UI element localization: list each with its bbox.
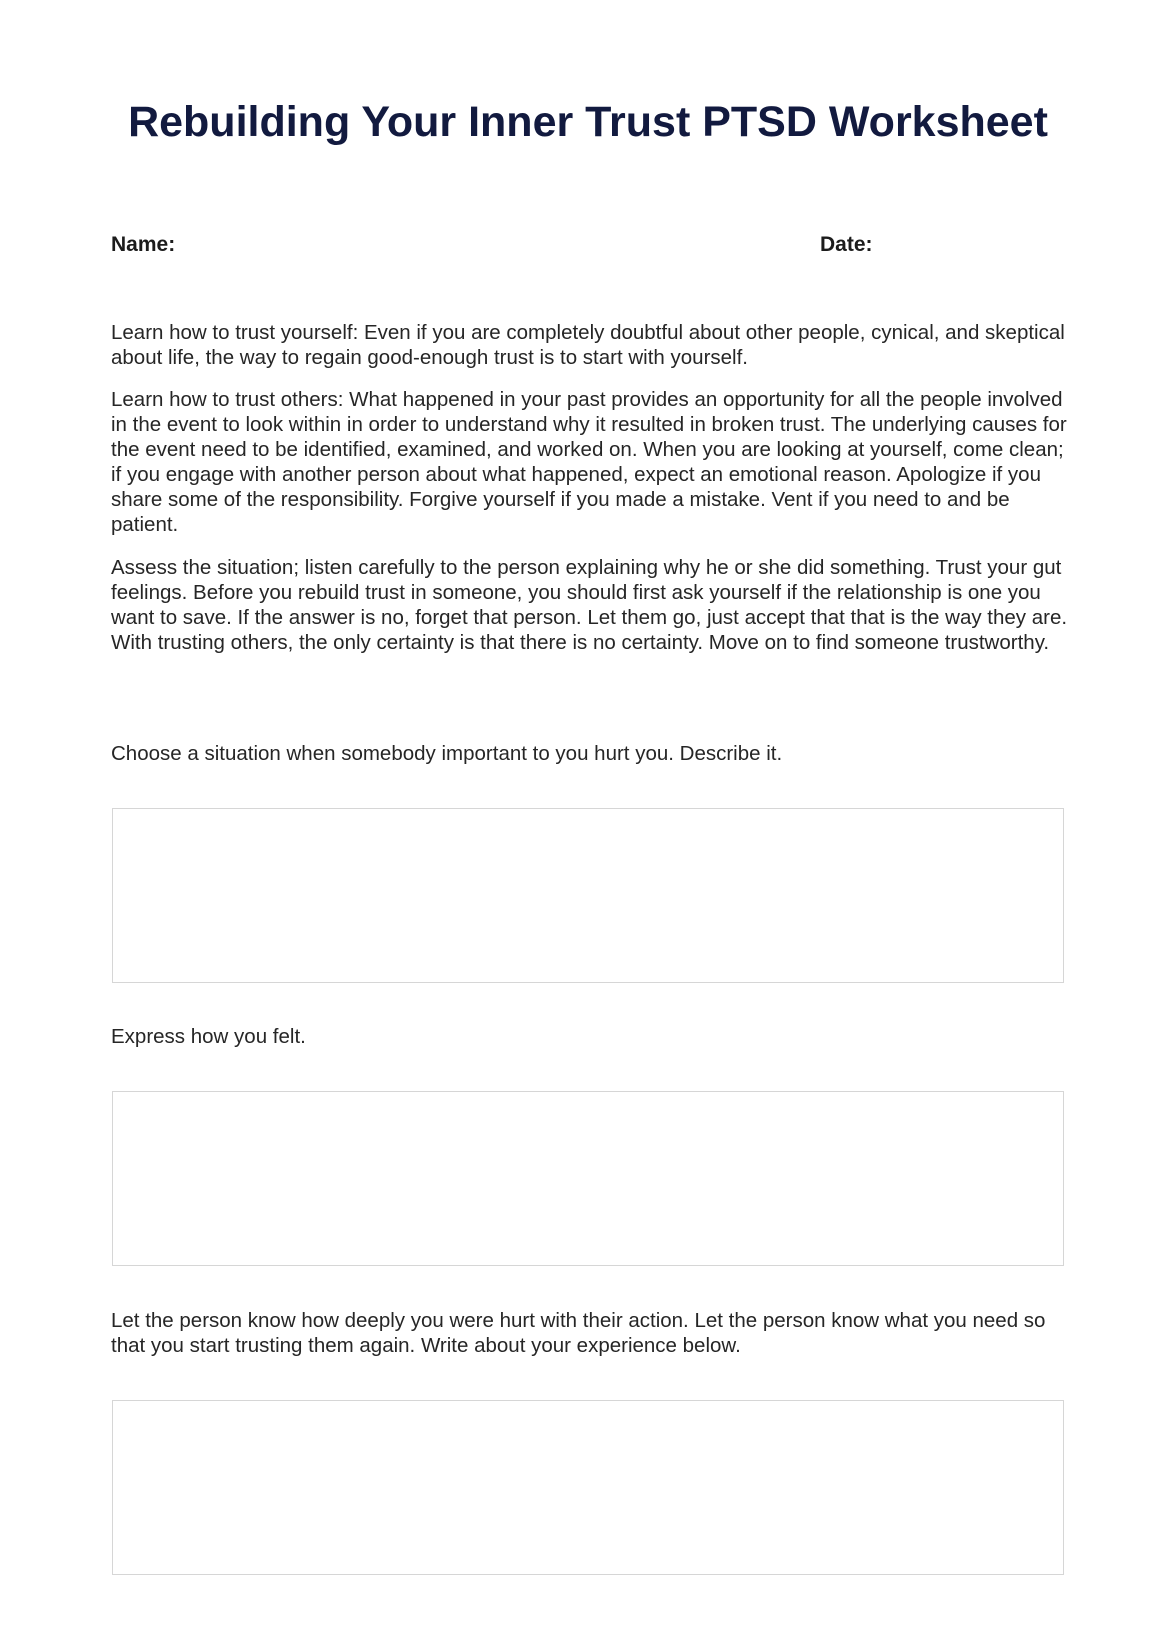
intro-paragraph-trust-others: Learn how to trust others: What happened in your past provides an opportunity for all the people involved in the event to look within in order to understand why it resulted in broken trust. The underlying causes for the event need to be identified, examined, and worked on. When you are looking at yourself, come clean; if you engage with another person about what happened, expect an emotional reason. Apologize if you share some of the responsibility. Forgive yourself if you made a mistake. Vent if you need to and be patient. (111, 388, 1067, 536)
answer-box-3[interactable] (112, 1400, 1064, 1575)
intro-paragraph-assess-situation: Assess the situation; listen carefully to the person explaining why he or she did something. Trust your gut feelings. Before you rebuild trust in someone, you should first ask yourself if the relationship is one you want to save. If the answer is no, forget that person. Let them go, just accept that that is the way they are. With trusting others, the only certainty is that there is no certainty. Move on to find someone trustworthy. (111, 556, 1068, 654)
intro-paragraph-trust-yourself: Learn how to trust yourself: Even if you are completely doubtful about other people, cynical, and skeptical about life, the way to regain good-enough trust is to start with yourself. (111, 321, 1065, 369)
name-label: Name: (111, 233, 176, 256)
page-title: Rebuilding Your Inner Trust PTSD Worksheet (128, 98, 1048, 146)
question-prompt-1: Choose a situation when somebody important to you hurt you. Describe it. (111, 742, 783, 765)
answer-box-1[interactable] (112, 808, 1064, 983)
question-prompt-2: Express how you felt. (111, 1025, 306, 1048)
question-prompt-3: Let the person know how deeply you were hurt with their action. Let the person know what you need so that you start trusting them again. Write about your experience below. (111, 1309, 1046, 1357)
date-label: Date: (820, 233, 873, 256)
answer-box-2[interactable] (112, 1091, 1064, 1266)
